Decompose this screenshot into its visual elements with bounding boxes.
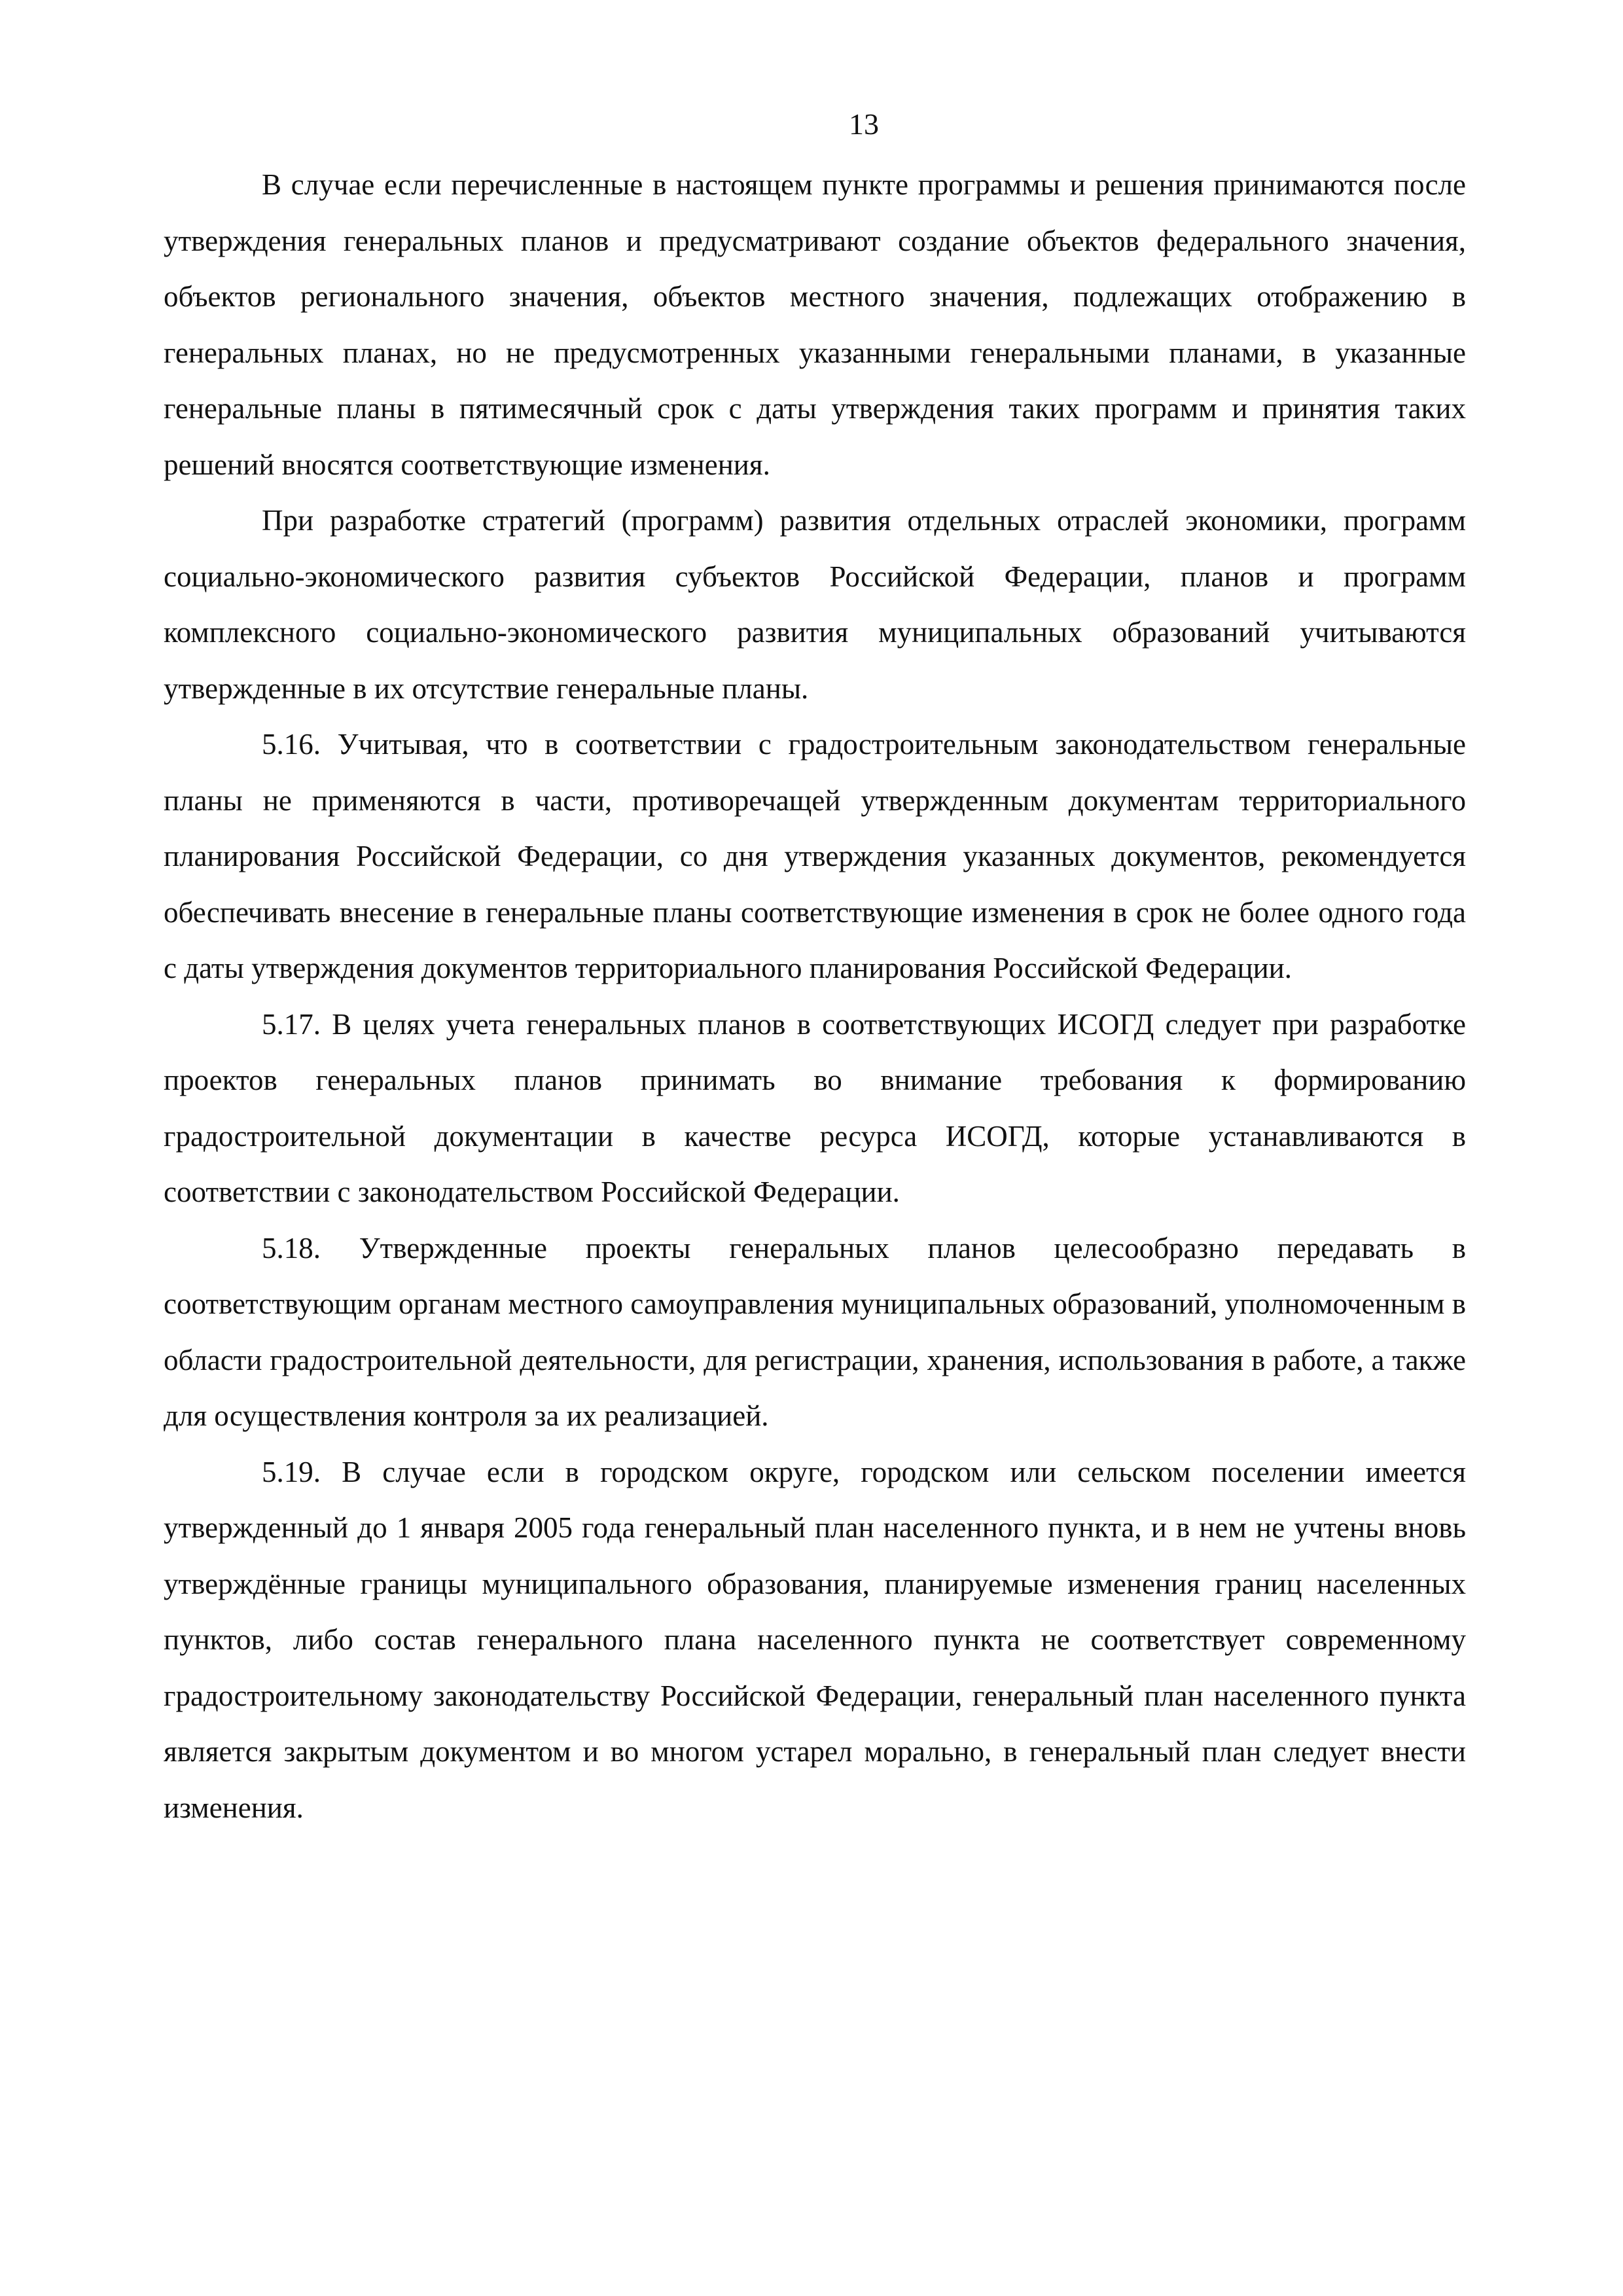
paragraph-5-18: 5.18. Утвержденные проекты генеральных планов целесообразно передавать в соответствующим органам местного самоуправления муниципальных образований, уполномоченным в области градостроительной деятельности, для регистрации, хранения, использования в работе, а также для осуществления контроля за их реализацией. <box>164 1231 1466 1432</box>
paragraph-strategies: При разработке стратегий (программ) развития отдельных отраслей экономики, программ социально-экономического развития субъектов Российской Федерации, планов и программ комплексного социально-экономического развития муниципальных образований учитываются утвержденные в их отсутствие генеральные планы. <box>164 504 1466 705</box>
paragraph-5-19: 5.19. В случае если в городском округе, городском или сельском поселении имеется утвержденный до 1 января 2005 года генеральный план населенного пункта, и в нем не учтены вновь утверждённые границы муниципального образования, планируемые изменения границ населенных пунктов, либо состав генерального плана населенного пункта не соответствует современному градостроительному законодательству Российской Федерации, генеральный план населенного пункта является закрытым документом и во многом устарел морально, в генеральный план следует внести изменения. <box>164 1455 1466 1824</box>
page-number: 13 <box>849 107 879 141</box>
paragraph-5-17: 5.17. В целях учета генеральных планов в соответствующих ИСОГД следует при разработке проектов генеральных планов принимать во внимание требования к формированию градостроительной документации в качестве ресурса ИСОГД, которые устанавливаются в соответствии с законодательством Российской Федерации. <box>164 1007 1466 1208</box>
paragraph-programs-changes: В случае если перечисленные в настоящем пункте программы и решения принимаются после утверждения генеральных планов и предусматривают создание объектов федерального значения, объектов регионального значения, объектов местного значения, подлежащих отображению в генеральных планах, но не предусмотренных указанными генеральными планами, в указанные генеральные планы в пятимесячный срок с даты утверждения таких программ и принятия таких решений вносятся соответствующие изменения. <box>164 168 1466 481</box>
paragraph-5-16: 5.16. Учитывая, что в соответствии с градостроительным законодательством генеральные планы не применяются в части, противоречащей утвержденным документам территориального планирования Российской Федерации, со дня утверждения указанных документов, рекомендуется обеспечивать внесение в генеральные планы соответствующие изменения в срок не более одного года с даты утверждения документов территориального планирования Российской Федерации. <box>164 728 1466 984</box>
document-body <box>164 157 1466 1836</box>
